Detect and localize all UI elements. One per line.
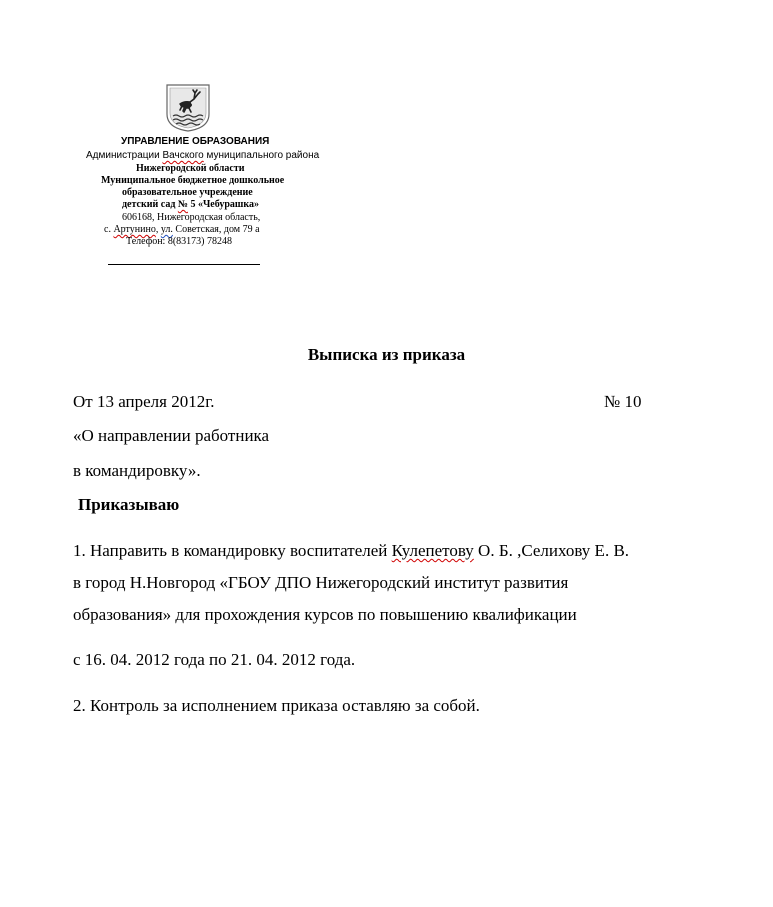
letterhead-institution-line3	[122, 199, 259, 211]
letterhead-address-sep: ,	[155, 224, 161, 235]
letterhead-address-suffix: Советская, дом 79 а	[172, 224, 260, 235]
letterhead-address-street-abbr: ул.	[160, 224, 173, 235]
letterhead-region: Нижегородской области	[136, 163, 245, 174]
coat-of-arms-icon	[166, 84, 210, 132]
letterhead-admin-suffix: муниципального района	[203, 150, 320, 161]
document-title: Выписка из приказа	[307, 345, 466, 364]
order-item1-line1	[73, 541, 629, 561]
order-item1-suffix: О. Б. ,Селихову Е. В.	[473, 541, 630, 560]
letterhead-institution-line1: Муниципальное бюджетное дошкольное	[101, 175, 285, 186]
letterhead-address-line2	[104, 224, 260, 236]
letterhead-number-sign: №	[177, 199, 188, 210]
order-item2: 2. Контроль за исполнением приказа оставляю за собой.	[73, 696, 480, 715]
order-item1-line4: с 16. 04. 2012 года по 21. 04. 2012 года.	[73, 650, 356, 669]
order-heading: Приказываю	[78, 495, 180, 514]
letterhead-department: УПРАВЛЕНИЕ ОБРАЗОВАНИЯ	[121, 136, 270, 147]
letterhead-admin-district: Вачского	[162, 150, 204, 161]
letterhead-address-village: Артунино	[113, 224, 156, 235]
order-number: № 10	[604, 392, 642, 411]
letterhead-admin-prefix: Администрации	[86, 150, 163, 161]
order-subject-line1: «О направлении работника	[73, 426, 270, 445]
order-subject-line2: в командировку».	[73, 461, 201, 480]
order-item1-line3: образования» для прохождения курсов по повышению квалификации	[73, 605, 577, 624]
order-date: От 13 апреля 2012г.	[73, 392, 215, 411]
order-item1-name: Кулепетову	[391, 541, 474, 560]
letterhead-kindergarten-name: 5 «Чебурашка»	[187, 199, 259, 210]
letterhead-institution-line2: образовательное учреждение	[122, 187, 253, 198]
letterhead-address-line1: 606168, Нижегородская область,	[122, 212, 261, 223]
order-item1-line2: в город Н.Новгород «ГБОУ ДПО Нижегородский институт развития	[73, 573, 569, 592]
order-item1-prefix: 1. Направить в командировку воспитателей	[73, 541, 392, 560]
letterhead-administration	[86, 150, 319, 162]
letterhead-address-prefix: с.	[104, 224, 114, 235]
letterhead-kindergarten-prefix: детский сад	[122, 199, 178, 210]
letterhead-divider	[108, 264, 260, 265]
letterhead-phone: Телефон: 8(83173) 78248	[126, 236, 232, 247]
